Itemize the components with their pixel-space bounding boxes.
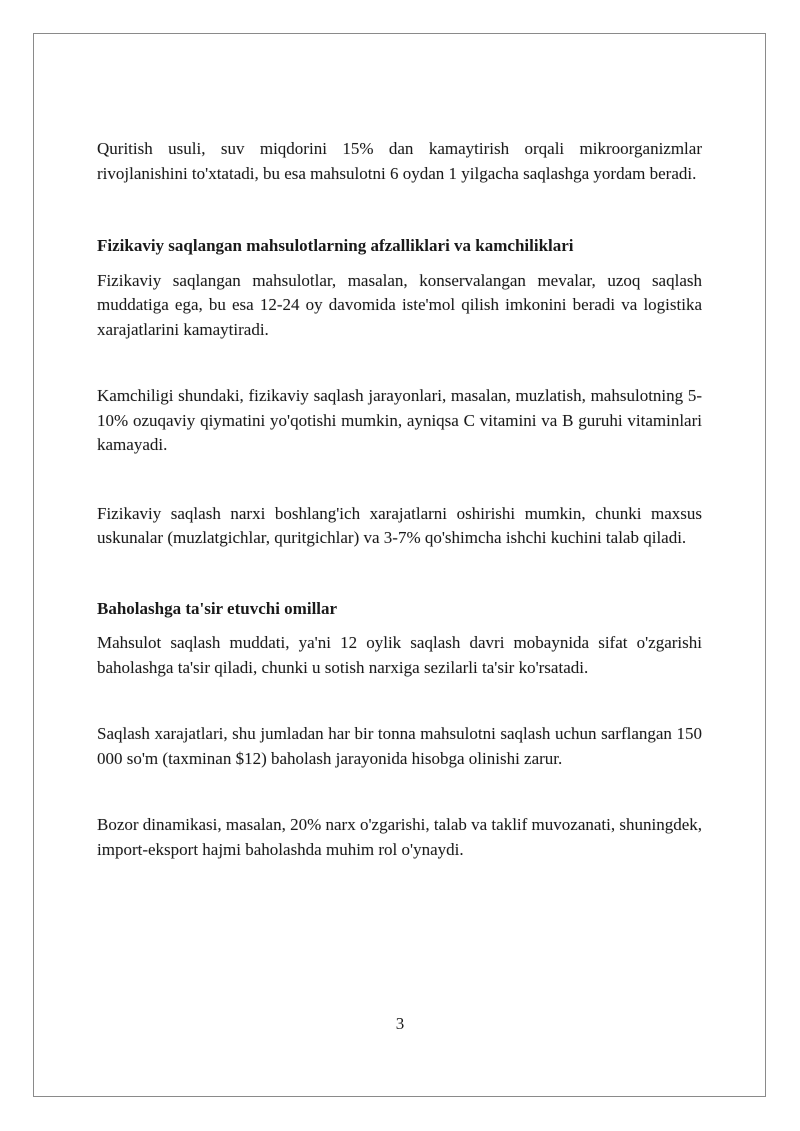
paragraph-disadvantages: Kamchiligi shundaki, fizikaviy saqlash jarayonlari, masalan, muzlatish, mahsulotning 5-10% ozuqaviy qiymatini yo'qotishi mumkin, ayniqsa C vitamini va B guruhi vitaminlari kamayadi. (97, 386, 702, 454)
paragraph-storage-period: Mahsulot saqlash muddati, ya'ni 12 oylik saqlash davri mobaynida sifat o'zgarishi baholashga ta'sir qiladi, chunki u sotish narxiga sezilarli ta'sir ko'rsatadi. (97, 633, 702, 677)
section-heading-advantages: Fizikaviy saqlangan mahsulotlarning afzalliklari va kamchiliklari (97, 236, 574, 255)
paragraph-costs: Fizikaviy saqlash narxi boshlang'ich xarajatlarni oshirishi mumkin, chunki maxsus uskunalar (muzlatgichlar, quritgichlar) va 3-7% qo'shimcha ishchi kuchini talab qiladi. (97, 503, 702, 547)
section-heading-factors: Baholashga ta'sir etuvchi omillar (97, 598, 338, 618)
paragraph-storage-expenses: Saqlash xarajatlari, shu jumladan har bir tonna mahsulotni saqlash uchun sarflangan 150 000 so'm (taxminan $12) baholash jarayonida hisobga olinishi zarur. (97, 724, 702, 768)
paragraph-market-dynamics: Bozor dinamikasi, masalan, 20% narx o'zgarishi, talab va taklif muvozanati, shuningdek, import-eksport hajmi baholashda muhim rol o'ynaydi. (97, 815, 702, 859)
paragraph-advantages: Fizikaviy saqlangan mahsulotlar, masalan, konservalangan mevalar, uzoq saqlash muddatiga ega, bu esa 12-24 oy davomida iste'mol qilish imkonini beradi va logistika xarajatlarini kamaytiradi. (97, 270, 702, 339)
document-body (97, 137, 702, 862)
page-number: 3 (395, 1014, 405, 1033)
paragraph-drying-method: Quritish usuli, suv miqdorini 15% dan kamaytirish orqali mikroorganizmlar rivojlanishini to'xtatadi, bu esa mahsulotni 6 oydan 1 yilgacha saqlashga yordam beradi. (97, 139, 702, 183)
